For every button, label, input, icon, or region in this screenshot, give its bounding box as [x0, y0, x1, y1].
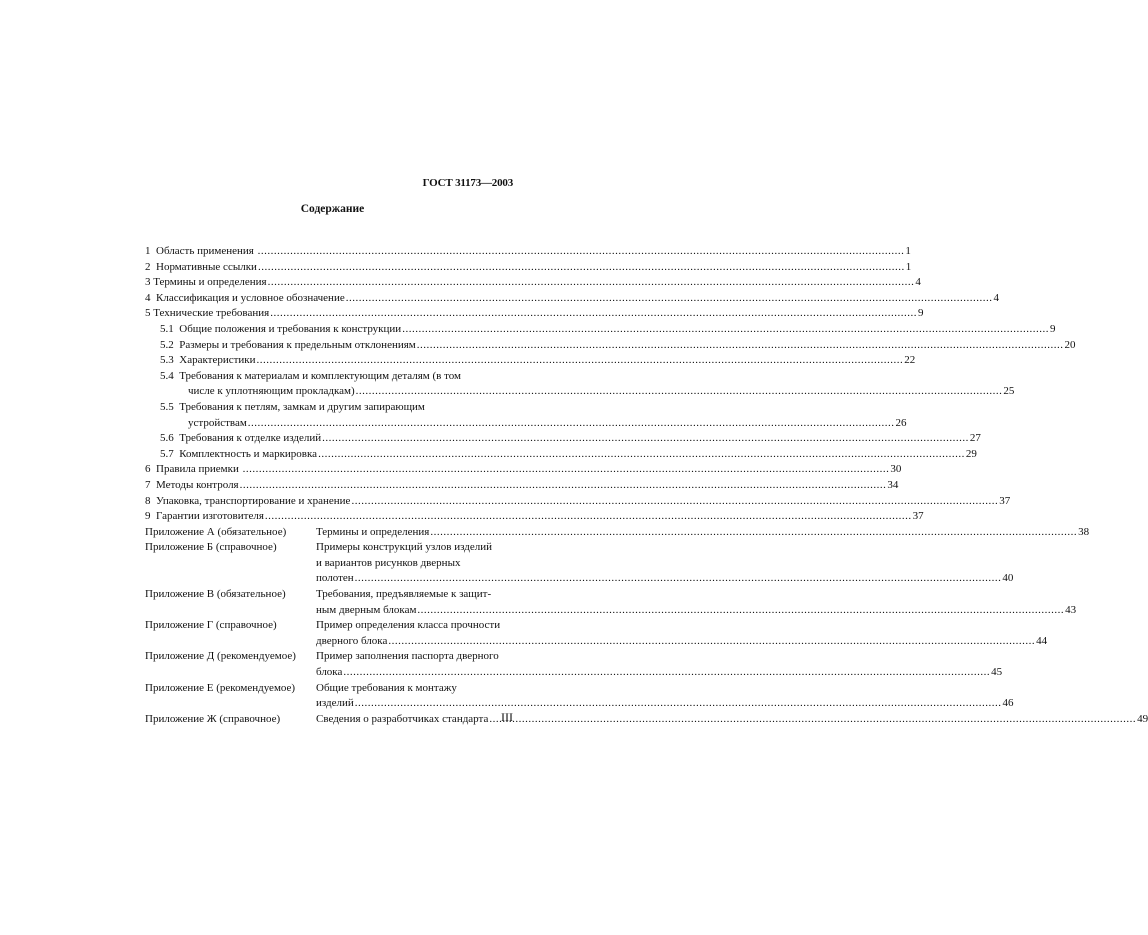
toc-entry-label [160, 353, 256, 369]
page-number: 1 [905, 245, 911, 257]
section-title: Требования к материалам и комплектующим деталям (в том [179, 369, 462, 382]
leader-dots [343, 665, 990, 681]
toc-appendix[interactable] [145, 525, 1090, 541]
page-number: 45 [991, 666, 1003, 679]
appendix-name: Приложение В (обязательное) [145, 588, 286, 601]
section-number: 4 [145, 291, 151, 304]
section-title: Требования к петлям, замкам и другим запирающим [179, 400, 425, 413]
section-title: Правила приемки [156, 463, 239, 476]
toc-entry[interactable] [145, 291, 999, 307]
page-number: 27 [969, 432, 981, 445]
toc-entry[interactable] [145, 494, 1011, 510]
toc-entry-label [160, 338, 416, 354]
leader-dots [243, 462, 890, 478]
toc-entry-label [145, 462, 242, 478]
toc-entry[interactable] [145, 306, 924, 322]
leader-dots [257, 353, 904, 369]
section-number: 5.3 [160, 354, 174, 367]
page-number: 1 [905, 260, 912, 273]
section-title-continued: числе к уплотняющим прокладкам) [188, 385, 355, 398]
page-number: 43 [1065, 603, 1077, 616]
toc-subentry[interactable] [145, 447, 977, 463]
appendix-title: ным дверным блокам [316, 603, 417, 616]
section-number: 7 [145, 478, 151, 491]
toc-subentry[interactable] [145, 338, 1076, 354]
appendix-title: Примеры конструкций узлов изделий [316, 541, 492, 554]
section-title: Термины и определения [153, 276, 267, 289]
leader-dots [388, 634, 1035, 650]
toc-entry-label [160, 431, 321, 447]
appendix-title: полотен [316, 572, 354, 585]
appendix-name: Приложение Е (рекомендуемое) [145, 681, 296, 694]
section-number: 1 [145, 245, 151, 257]
section-number: 9 [145, 510, 151, 523]
page-folio: III [501, 710, 513, 724]
toc-entry-label [160, 447, 317, 463]
toc-entry-label [145, 260, 257, 276]
toc-subentry[interactable] [145, 353, 916, 369]
appendix-name: Приложение Б (справочное) [145, 541, 277, 554]
leader-dots [270, 306, 917, 322]
page-number: 38 [1078, 525, 1090, 538]
section-title: Методы контроля [156, 478, 239, 491]
toc-appendix[interactable] [145, 540, 1014, 587]
toc-appendix[interactable] [145, 712, 1148, 728]
table-of-contents [145, 244, 1148, 727]
appendix-title: Общие требования к монтажу [316, 681, 457, 694]
page-number: 37 [912, 510, 924, 523]
section-title: Общие положения и требования к конструкции [179, 322, 402, 335]
leader-dots [355, 696, 1002, 712]
appendix-name: Приложение Ж (справочное) [145, 712, 281, 725]
appendix-title: и вариантов рисунков дверных [316, 556, 461, 569]
leader-dots [268, 275, 915, 291]
page-number: 20 [1064, 338, 1076, 351]
toc-entry[interactable] [145, 244, 911, 260]
section-title: Нормативные ссылки [156, 260, 257, 273]
section-title: Область применения [156, 245, 254, 257]
leader-dots [355, 571, 1002, 587]
section-number: 5.5 [160, 400, 174, 413]
leader-dots [318, 447, 965, 463]
page-number: 44 [1036, 634, 1048, 647]
toc-entry-label [145, 244, 257, 260]
leader-dots [351, 494, 998, 510]
toc-entry-label [145, 494, 350, 510]
leader-dots [417, 603, 1064, 619]
page-number: 29 [965, 447, 977, 460]
section-title: Требования к отделке изделий [179, 432, 322, 445]
standard-designation: ГОСТ 31173—2003 [422, 177, 513, 189]
toc-appendix[interactable] [145, 649, 1003, 680]
section-number: 3 [145, 276, 151, 289]
section-number: 5 [145, 307, 151, 320]
section-number: 5.4 [160, 369, 174, 382]
section-number: 5.7 [160, 447, 174, 460]
section-title: Комплектность и маркировка [179, 447, 318, 460]
leader-dots [265, 509, 912, 525]
leader-dots [402, 322, 1049, 338]
toc-subentry[interactable] [145, 322, 1056, 338]
section-title: Размеры и требования к предельным отклонениям [179, 338, 416, 351]
page-number: 46 [1002, 697, 1014, 710]
section-title-continued: устройствам [188, 416, 247, 429]
page-number: 4 [993, 291, 999, 304]
section-title: Классификация и условное обозначение [156, 291, 345, 304]
toc-appendix[interactable] [145, 681, 1014, 712]
section-title: Характеристики [179, 354, 256, 367]
section-number: 8 [145, 494, 151, 507]
section-number: 6 [145, 463, 151, 476]
appendix-title: Пример определения класса прочности [316, 619, 501, 632]
toc-appendix[interactable] [145, 618, 1048, 649]
toc-subentry[interactable] [145, 431, 981, 447]
appendix-title: Термины и определения [316, 525, 430, 538]
appendix-title: блока [316, 666, 343, 679]
section-title: Упаковка, транспортирование и хранение [156, 494, 351, 507]
leader-dots [489, 712, 1136, 728]
appendix-title: дверного блока [316, 634, 388, 647]
page-number: 9 [1049, 322, 1056, 335]
page-number: 37 [999, 494, 1011, 507]
section-number: 5.1 [160, 322, 174, 335]
leader-dots [248, 416, 895, 432]
section-title: Гарантии изготовителя [156, 510, 264, 523]
toc-entry[interactable] [145, 478, 899, 494]
appendix-title: изделий [316, 697, 354, 710]
appendix-name: Приложение А (обязательное) [145, 525, 287, 538]
appendix-title: Требования, предъявляемые к защит- [316, 588, 492, 601]
leader-dots [258, 260, 905, 276]
toc-entry-label [145, 291, 345, 307]
section-number: 2 [145, 260, 151, 273]
page-number: 4 [915, 276, 921, 289]
toc-entry[interactable] [145, 462, 902, 478]
appendix-name: Приложение Г (справочное) [145, 619, 277, 632]
toc-entry-label [145, 478, 239, 494]
leader-dots [346, 291, 993, 307]
toc-entry-label [160, 400, 514, 416]
toc-entry-label [160, 369, 514, 385]
page-number: 9 [917, 307, 924, 320]
page-number: 34 [887, 478, 899, 491]
leader-dots [240, 478, 887, 494]
page-number: 22 [904, 354, 916, 367]
leader-dots [258, 244, 905, 260]
page-number: 25 [1003, 385, 1015, 398]
page-number: 49 [1137, 712, 1148, 725]
leader-dots [430, 525, 1077, 541]
section-title: Технические требования [153, 307, 270, 320]
leader-dots [417, 338, 1064, 354]
section-number: 5.6 [160, 432, 174, 445]
toc-entry[interactable] [145, 509, 924, 525]
appendix-name: Приложение Д (рекомендуемое) [145, 650, 296, 663]
toc-subentry[interactable] [145, 400, 907, 431]
page-number: 40 [1002, 572, 1014, 585]
toc-appendix[interactable] [145, 587, 1077, 618]
page-number: 26 [895, 416, 907, 429]
leader-dots [322, 431, 969, 447]
section-number: 5.2 [160, 338, 174, 351]
page-number: 30 [890, 463, 902, 476]
page-title: Содержание [300, 203, 365, 215]
toc-entry-label [145, 275, 267, 291]
toc-entry-label [145, 509, 264, 525]
toc-entry-label [160, 322, 401, 338]
toc-subentry[interactable] [145, 369, 1015, 400]
toc-entry[interactable] [145, 275, 921, 291]
appendix-title: Сведения о разработчиках стандарта [316, 712, 489, 725]
toc-entry-label [145, 306, 269, 322]
appendix-title: Пример заполнения паспорта дверного [316, 650, 499, 663]
leader-dots [356, 384, 1003, 400]
toc-entry[interactable] [145, 260, 912, 276]
